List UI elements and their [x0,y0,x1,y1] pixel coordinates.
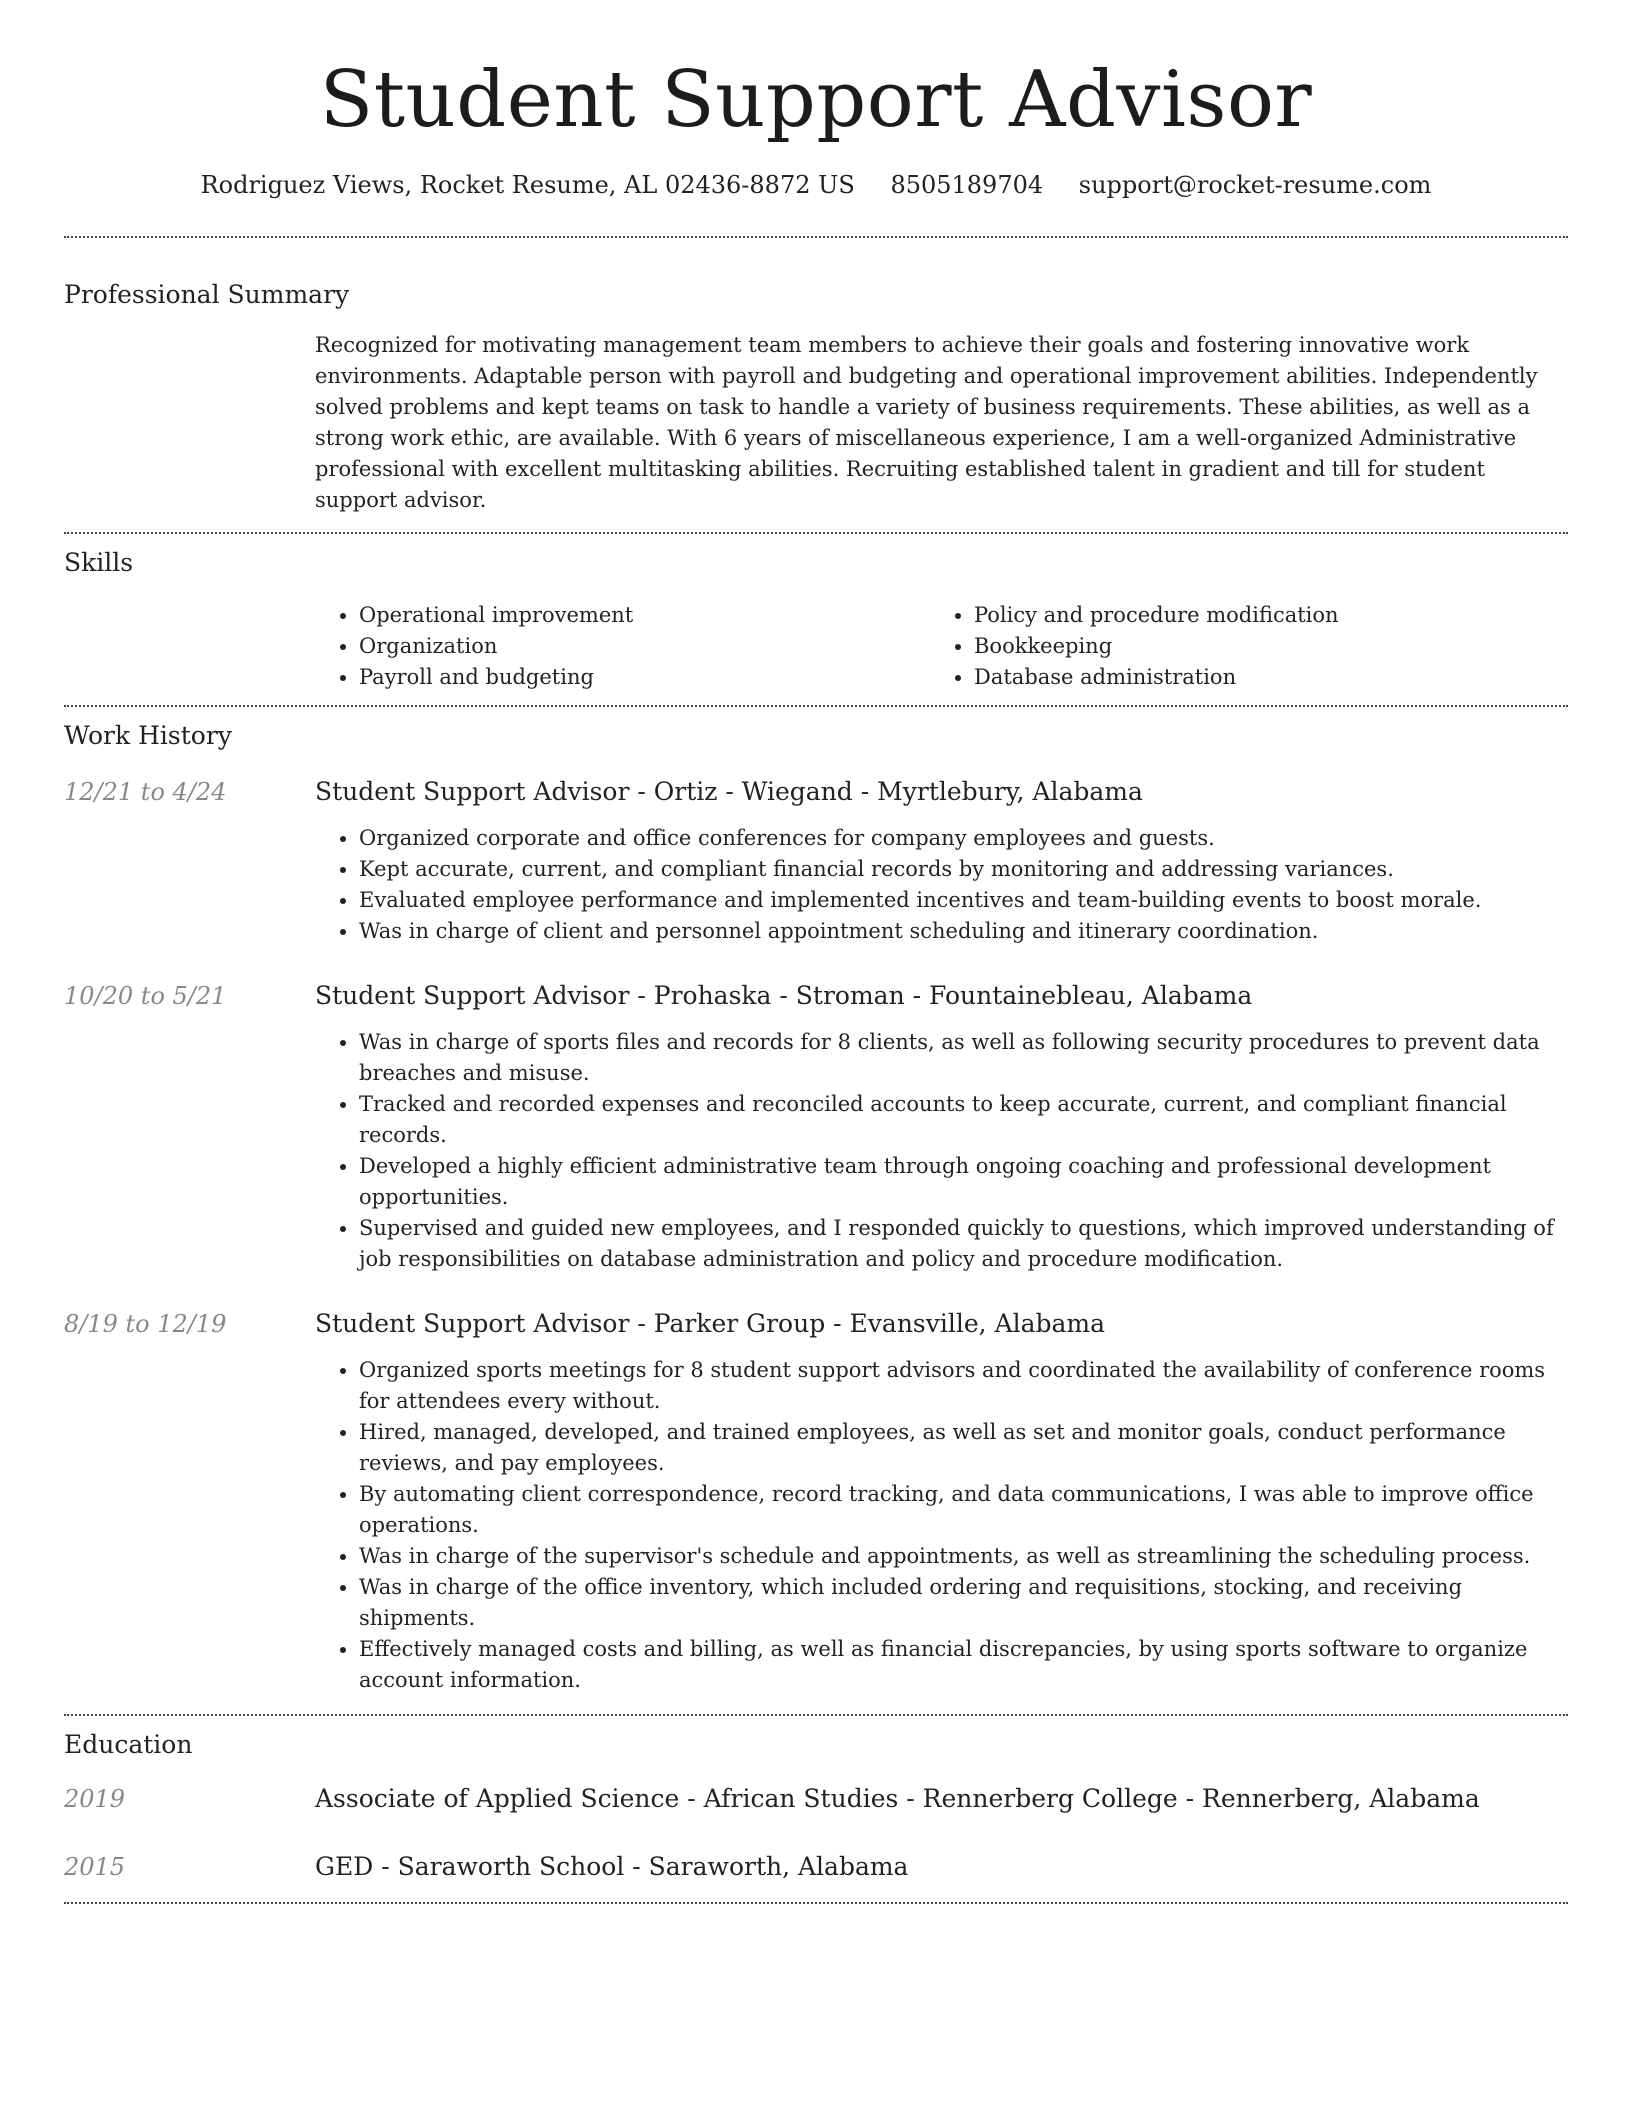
job-bullet: • Effectively managed costs and billing, as well as financial discrepancies, by using sports software to organize account information. [359,1634,1568,1696]
education-year: 2019 [64,1785,126,1813]
education-details: Associate of Applied Science - African Studies - Rennerberg College - Rennerberg, Alabama [315,1784,1480,1813]
job-heading: Student Support Advisor - Parker Group - Evansville, Alabama [315,1309,1106,1338]
job-entry [64,979,1568,1275]
skills-section [64,534,1568,693]
address: Rodriguez Views, Rocket Resume, AL 02436-8872 US [200,171,855,199]
job-date: 12/21 to 4/24 [64,778,227,806]
skills-grid [315,600,1568,693]
email: support@rocket-resume.com [1078,171,1432,199]
skills-list-left [315,600,930,693]
candidate-name: Student Support Advisor [319,55,1313,145]
section-title-skills: Skills [64,548,134,577]
education-entry [64,1782,1568,1816]
job-bullets [315,1355,1568,1696]
skill-item: • Payroll and budgeting [359,662,930,693]
job-bullet: • By automating client correspondence, record tracking, and data communications, I was able to improve office operations. [359,1479,1568,1541]
skill-item: • Bookkeeping [974,631,1530,662]
job-bullet: • Supervised and guided new employees, and I responded quickly to questions, which improved understanding of job responsibilities on database administration and policy and procedure modification. [359,1213,1568,1275]
skills-list-right [930,600,1530,693]
education-year: 2015 [64,1853,126,1881]
summary-text: Recognized for motivating management team members to achieve their goals and fostering innovative work environments. Adaptable person with payroll and budgeting and operational improvement abilities. Independently solved problems and kept teams on task to handle a variety of business requirements. These abilities, as well as a strong work ethic, are available. With 6 years of miscellaneous experience, I am a well-organized Administrative professional with excellent multitasking abilities. Recruiting established talent in gradient and till for student support advisor. [315,333,1538,512]
job-date: 10/20 to 5/21 [64,982,227,1010]
education-section [64,1716,1568,1884]
skill-item: • Policy and procedure modification [974,600,1530,631]
job-bullets [315,823,1568,947]
job-details [315,979,1568,1275]
job-heading: Student Support Advisor - Ortiz - Wiegand - Myrtlebury, Alabama [315,777,1143,806]
job-heading: Student Support Advisor - Prohaska - Stroman - Fountainebleau, Alabama [315,981,1253,1010]
job-bullet: • Organized sports meetings for 8 student support advisors and coordinated the availability of conference rooms for attendees every without. [359,1355,1568,1417]
job-bullet: • Was in charge of sports files and records for 8 clients, as well as following security procedures to prevent data breaches and misuse. [359,1027,1568,1089]
job-bullet: • Evaluated employee performance and implemented incentives and team-building events to boost morale. [359,885,1568,916]
job-date: 8/19 to 12/19 [64,1310,227,1338]
job-bullet: • Tracked and recorded expenses and reconciled accounts to keep accurate, current, and compliant financial records. [359,1089,1568,1151]
work-section [64,707,1568,1696]
job-entry [64,1307,1568,1696]
section-title-education: Education [64,1730,193,1759]
summary-section [64,238,1568,516]
skill-item: • Operational improvement [359,600,930,631]
divider [64,1902,1568,1904]
job-details [315,775,1568,947]
education-details: GED - Saraworth School - Saraworth, Alabama [315,1852,909,1881]
job-bullets [315,1027,1568,1275]
job-details [315,1307,1568,1696]
section-title-work: Work History [64,721,232,750]
phone: 8505189704 [890,171,1044,199]
job-bullet: • Was in charge of client and personnel appointment scheduling and itinerary coordination. [359,916,1568,947]
skill-item: • Database administration [974,662,1530,693]
job-entry [64,775,1568,947]
job-bullet: • Hired, managed, developed, and trained employees, as well as set and monitor goals, conduct performance reviews, and pay employees. [359,1417,1568,1479]
job-bullet: • Kept accurate, current, and compliant financial records by monitoring and addressing variances. [359,854,1568,885]
job-bullet: • Organized corporate and office conferences for company employees and guests. [359,823,1568,854]
section-title-summary: Professional Summary [64,280,350,309]
skill-item: • Organization [359,631,930,662]
job-bullet: • Was in charge of the office inventory, which included ordering and requisitions, stocking, and receiving shipments. [359,1572,1568,1634]
education-entry [64,1850,1568,1884]
job-bullet: • Developed a highly efficient administrative team through ongoing coaching and professional development opportunities. [359,1151,1568,1213]
contact-line [64,168,1568,202]
job-bullet: • Was in charge of the supervisor's schedule and appointments, as well as streamlining the scheduling process. [359,1541,1568,1572]
